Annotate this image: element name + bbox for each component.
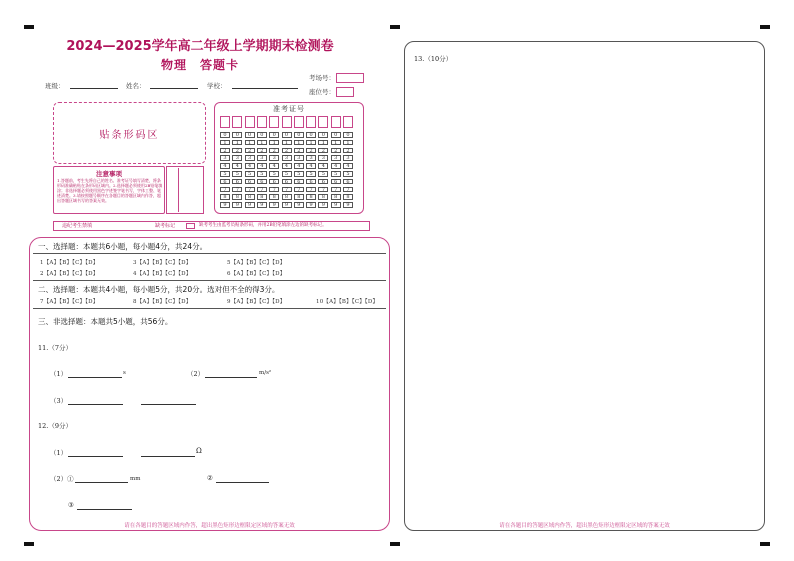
exam-id-digit-bubble[interactable]: 5	[282, 171, 292, 177]
exam-id-digit-bubble[interactable]: 9	[294, 202, 304, 208]
q11-3-answer-b[interactable]	[141, 404, 196, 405]
exam-id-digit-bubble[interactable]: 6	[245, 179, 255, 185]
exam-id-digit-bubble[interactable]: 6	[318, 179, 328, 185]
exam-id-digit-bubble[interactable]: 6	[257, 179, 267, 185]
name-field[interactable]	[150, 88, 198, 89]
exam-id-digit-bubble[interactable]: 8	[282, 194, 292, 200]
exam-id-digit-bubble[interactable]: 3	[306, 155, 316, 161]
exam-id-digit-bubble[interactable]: 0	[306, 132, 316, 138]
exam-id-digit-bubble[interactable]: 6	[220, 179, 230, 185]
q12-1-unit: Ω	[196, 447, 202, 455]
q8-options[interactable]: 8【A】【B】【C】【D】	[133, 299, 192, 305]
exam-id-digit-bubble[interactable]: 4	[306, 163, 316, 169]
registration-mark	[390, 542, 400, 546]
exam-id-digit-bubble[interactable]: 3	[220, 155, 230, 161]
q2-options[interactable]: 2【A】【B】【C】【D】	[40, 271, 99, 277]
exam-id-digit-bubble[interactable]: 8	[269, 194, 279, 200]
exam-id-digit-bubble[interactable]: 1	[232, 140, 242, 146]
exam-id-digit-bubble[interactable]: 0	[343, 132, 353, 138]
q11-2-answer[interactable]	[205, 377, 257, 378]
exam-id-digit-bubble[interactable]: 2	[232, 148, 242, 154]
exam-id-digit-bubble[interactable]: 9	[232, 202, 242, 208]
exam-id-digit-bubble[interactable]: 0	[257, 132, 267, 138]
exam-id-digit-bubble[interactable]: 2	[318, 148, 328, 154]
exam-id-digit-bubble[interactable]: 2	[306, 148, 316, 154]
exam-id-digit-bubble[interactable]: 4	[294, 163, 304, 169]
q11-1-answer[interactable]	[68, 377, 122, 378]
exam-id-digit-bubble[interactable]: 4	[232, 163, 242, 169]
exam-id-digit-bubble[interactable]: 5	[232, 171, 242, 177]
exam-id-digit-bubble[interactable]: 4	[220, 163, 230, 169]
exam-id-digit-bubble[interactable]: 8	[318, 194, 328, 200]
q11-title: 11.（7分）	[38, 344, 72, 352]
exam-id-digit-bubble[interactable]: 0	[245, 132, 255, 138]
seat-field[interactable]	[336, 87, 354, 97]
exam-id-digit-bubble[interactable]: 5	[331, 171, 341, 177]
exam-id-digit-bubble[interactable]: 1	[318, 140, 328, 146]
name-label: 姓名：	[126, 82, 146, 90]
page-subtitle: 物理 答题卡	[160, 58, 239, 72]
q12-title: 12.（9分）	[38, 422, 72, 430]
exam-id-digit-bubble[interactable]: 2	[343, 148, 353, 154]
absent-checkbox[interactable]	[186, 223, 195, 229]
exam-id-digit-bubble[interactable]: 6	[343, 179, 353, 185]
exam-id-digit-bubble[interactable]: 1	[331, 140, 341, 146]
q12-3-answer[interactable]	[77, 509, 132, 510]
right-answer-area	[404, 41, 765, 531]
exam-id-digit-bubble[interactable]: 7	[282, 187, 292, 193]
exam-id-digit-bubble[interactable]: 8	[245, 194, 255, 200]
exam-id-digit-bubble[interactable]: 8	[306, 194, 316, 200]
barcode-label: 贴条形码区	[99, 130, 160, 141]
fill-sample-divider	[178, 168, 179, 212]
exam-id-entry-cell[interactable]	[306, 116, 316, 128]
exam-id-digit-bubble[interactable]: 5	[220, 171, 230, 177]
q13-title: 13.（10分）	[414, 55, 453, 63]
q10-options[interactable]: 10【A】【B】【C】【D】	[316, 299, 379, 305]
exam-id-digit-bubble[interactable]: 8	[220, 194, 230, 200]
exam-id-digit-bubble[interactable]: 3	[269, 155, 279, 161]
exam-id-entry-cell[interactable]	[331, 116, 341, 128]
exam-id-label: 准考证号	[273, 105, 305, 113]
q9-options[interactable]: 9【A】【B】【C】【D】	[227, 299, 286, 305]
fill-sample-box	[166, 166, 204, 214]
exam-id-digit-bubble[interactable]: 6	[282, 179, 292, 185]
exam-id-digit-bubble[interactable]: 1	[257, 140, 267, 146]
exam-id-digit-bubble[interactable]: 0	[331, 132, 341, 138]
exam-id-digit-bubble[interactable]: 8	[232, 194, 242, 200]
q11-1-unit: s	[123, 370, 126, 376]
exam-id-digit-bubble[interactable]: 1	[306, 140, 316, 146]
q11-3-label: （3）	[50, 397, 68, 405]
notice-title: 注意事项	[96, 170, 122, 178]
exam-id-digit-bubble[interactable]: 8	[294, 194, 304, 200]
school-field[interactable]	[232, 88, 298, 89]
q7-options[interactable]: 7【A】【B】【C】【D】	[40, 299, 99, 305]
exam-id-digit-bubble[interactable]: 9	[331, 202, 341, 208]
q12-1-answer-b[interactable]	[141, 456, 195, 457]
section-divider	[33, 280, 386, 281]
q12-2-unit: mm	[130, 476, 141, 482]
q11-1-label: （1）	[50, 370, 68, 378]
exam-id-digit-bubble[interactable]: 6	[269, 179, 279, 185]
section-divider	[33, 253, 386, 254]
exam-id-digit-bubble[interactable]: 2	[269, 148, 279, 154]
q5-options[interactable]: 5【A】【B】【C】【D】	[227, 260, 286, 266]
exam-id-digit-bubble[interactable]: 7	[245, 187, 255, 193]
exam-id-digit-bubble[interactable]: 7	[257, 187, 267, 193]
q12-1-label: （1）	[50, 449, 68, 457]
exam-id-digit-bubble[interactable]: 4	[282, 163, 292, 169]
exam-id-digit-bubble[interactable]: 1	[294, 140, 304, 146]
section-divider	[33, 308, 386, 309]
exam-id-entry-cell[interactable]	[257, 116, 267, 128]
q12-2-answer[interactable]	[75, 482, 128, 483]
absent-note: 缺考考生由监考员贴条形码，并用2B铅笔填涂左边的缺考标记。	[199, 223, 327, 228]
exam-id-digit-bubble[interactable]: 4	[343, 163, 353, 169]
exam-id-digit-bubble[interactable]: 0	[294, 132, 304, 138]
left-answer-area	[29, 237, 390, 531]
exam-id-digit-bubble[interactable]: 3	[245, 155, 255, 161]
section2-title: 二、选择题：本题共4小题，每小题5分，共20分。选对但不全的得3分。	[38, 285, 280, 294]
exam-id-digit-bubble[interactable]: 6	[232, 179, 242, 185]
exam-id-entry-cell[interactable]	[269, 116, 279, 128]
exam-id-digit-bubble[interactable]: 7	[232, 187, 242, 193]
right-footer-note: 请在各题目的答题区域内作答，超出黑色矩形边框限定区域的答案无效	[499, 523, 670, 529]
exam-id-digit-bubble[interactable]: 8	[331, 194, 341, 200]
exam-id-digit-bubble[interactable]: 4	[318, 163, 328, 169]
exam-id-digit-bubble[interactable]: 1	[343, 140, 353, 146]
exam-id-entry-cell[interactable]	[232, 116, 242, 128]
q3-options[interactable]: 3【A】【B】【C】【D】	[133, 260, 192, 266]
registration-mark	[24, 542, 34, 546]
page-title: 2024—2025学年高二年级上学期期末检测卷	[66, 39, 334, 54]
exam-id-digit-bubble[interactable]: 3	[318, 155, 328, 161]
exam-id-digit-bubble[interactable]: 7	[331, 187, 341, 193]
registration-mark	[24, 25, 34, 29]
exam-id-digit-bubble[interactable]: 0	[269, 132, 279, 138]
exam-id-entry-cell[interactable]	[220, 116, 230, 128]
exam-id-digit-bubble[interactable]: 2	[294, 148, 304, 154]
registration-mark	[760, 542, 770, 546]
exam-id-digit-bubble[interactable]: 2	[257, 148, 267, 154]
class-label: 班级：	[45, 82, 65, 90]
exam-id-digit-bubble[interactable]: 9	[257, 202, 267, 208]
exam-id-digit-bubble[interactable]: 9	[245, 202, 255, 208]
school-label: 学校：	[207, 82, 227, 90]
exam-id-digit-bubble[interactable]: 2	[245, 148, 255, 154]
exam-id-digit-bubble[interactable]: 7	[220, 187, 230, 193]
exam-id-digit-bubble[interactable]: 3	[331, 155, 341, 161]
exam-id-digit-bubble[interactable]: 6	[331, 179, 341, 185]
exam-id-digit-bubble[interactable]: 5	[306, 171, 316, 177]
exam-id-digit-bubble[interactable]: 1	[269, 140, 279, 146]
exam-id-digit-bubble[interactable]: 0	[232, 132, 242, 138]
exam-id-digit-bubble[interactable]: 7	[306, 187, 316, 193]
registration-mark	[390, 25, 400, 29]
q11-3-answer-a[interactable]	[68, 404, 123, 405]
q6-options[interactable]: 6【A】【B】【C】【D】	[227, 271, 286, 277]
exam-id-digit-bubble[interactable]: 0	[220, 132, 230, 138]
exam-id-digit-bubble[interactable]: 4	[331, 163, 341, 169]
registration-mark	[760, 25, 770, 29]
exam-id-digit-bubble[interactable]: 1	[245, 140, 255, 146]
exam-id-entry-cell[interactable]	[282, 116, 292, 128]
exam-id-entry-cell[interactable]	[245, 116, 255, 128]
exam-id-digit-bubble[interactable]: 6	[294, 179, 304, 185]
q12-3-label: ③	[68, 501, 74, 509]
q12-1-answer-a[interactable]	[68, 456, 123, 457]
q12-2-label: （2）①	[50, 475, 74, 483]
section1-title: 一、选择题：本题共6小题，每小题4分，共24分。	[38, 242, 208, 251]
exam-id-digit-bubble[interactable]: 5	[257, 171, 267, 177]
exam-id-digit-bubble[interactable]: 9	[343, 202, 353, 208]
exam-id-digit-bubble[interactable]: 3	[294, 155, 304, 161]
violation-label: 违纪考生禁填	[62, 223, 93, 229]
room-label: 考场号：	[309, 74, 335, 82]
exam-id-digit-bubble[interactable]: 3	[232, 155, 242, 161]
section3-title: 三、非选择题：本题共5小题，共56分。	[38, 317, 173, 326]
exam-id-digit-bubble[interactable]: 5	[318, 171, 328, 177]
left-footer-note: 请在各题目的答题区域内作答，超出黑色矩形边框限定区域的答案无效	[124, 523, 295, 529]
exam-id-digit-bubble[interactable]: 3	[282, 155, 292, 161]
notice-text: 1.答题前，考生先将自己的姓名、准考证号填写清楚，将条形码准确粘贴在条形码区域内。2.选择题必须使用2B铅笔填涂；非选择题必须使用黑色字迹签字笔书写，字体工整、笔迹清楚。3.请按照题号顺序在各题目的答题区域内作答，超出答题区域书写的答案无效。	[57, 178, 163, 203]
absent-label: 缺考标记	[155, 223, 176, 229]
exam-id-digit-bubble[interactable]: 0	[282, 132, 292, 138]
exam-id-digit-bubble[interactable]: 7	[269, 187, 279, 193]
q11-2-unit: m/s²	[259, 370, 272, 376]
exam-id-digit-bubble[interactable]: 4	[257, 163, 267, 169]
exam-id-digit-bubble[interactable]: 9	[269, 202, 279, 208]
q4-options[interactable]: 4【A】【B】【C】【D】	[133, 271, 192, 277]
q12-2b-answer[interactable]	[216, 482, 269, 483]
exam-id-digit-bubble[interactable]: 2	[220, 148, 230, 154]
exam-id-digit-bubble[interactable]: 3	[257, 155, 267, 161]
exam-id-digit-bubble[interactable]: 1	[220, 140, 230, 146]
exam-id-entry-cell[interactable]	[318, 116, 328, 128]
exam-id-digit-bubble[interactable]: 7	[343, 187, 353, 193]
class-field[interactable]	[70, 88, 118, 89]
exam-id-digit-bubble[interactable]: 4	[269, 163, 279, 169]
exam-id-entry-cell[interactable]	[343, 116, 353, 128]
exam-id-digit-bubble[interactable]: 8	[343, 194, 353, 200]
exam-id-digit-bubble[interactable]: 5	[245, 171, 255, 177]
exam-id-digit-bubble[interactable]: 0	[318, 132, 328, 138]
exam-id-digit-bubble[interactable]: 5	[343, 171, 353, 177]
exam-id-entry-cell[interactable]	[294, 116, 304, 128]
exam-id-digit-bubble[interactable]: 3	[343, 155, 353, 161]
exam-id-digit-bubble[interactable]: 9	[306, 202, 316, 208]
exam-id-digit-bubble[interactable]: 7	[318, 187, 328, 193]
exam-id-digit-bubble[interactable]: 9	[282, 202, 292, 208]
exam-id-digit-bubble[interactable]: 7	[294, 187, 304, 193]
q1-options[interactable]: 1【A】【B】【C】【D】	[40, 260, 99, 266]
exam-id-digit-bubble[interactable]: 4	[245, 163, 255, 169]
exam-id-digit-bubble[interactable]: 6	[306, 179, 316, 185]
exam-id-digit-bubble[interactable]: 8	[257, 194, 267, 200]
exam-id-digit-bubble[interactable]: 9	[220, 202, 230, 208]
q11-2-label: （2）	[187, 370, 205, 378]
room-field[interactable]	[336, 73, 364, 83]
exam-id-digit-bubble[interactable]: 1	[282, 140, 292, 146]
exam-id-digit-bubble[interactable]: 5	[294, 171, 304, 177]
exam-id-digit-bubble[interactable]: 9	[318, 202, 328, 208]
exam-id-digit-bubble[interactable]: 2	[282, 148, 292, 154]
exam-id-digit-bubble[interactable]: 2	[331, 148, 341, 154]
exam-id-digit-bubble[interactable]: 5	[269, 171, 279, 177]
seat-label: 座位号：	[309, 88, 335, 96]
q12-2b-label: ②	[207, 474, 213, 482]
